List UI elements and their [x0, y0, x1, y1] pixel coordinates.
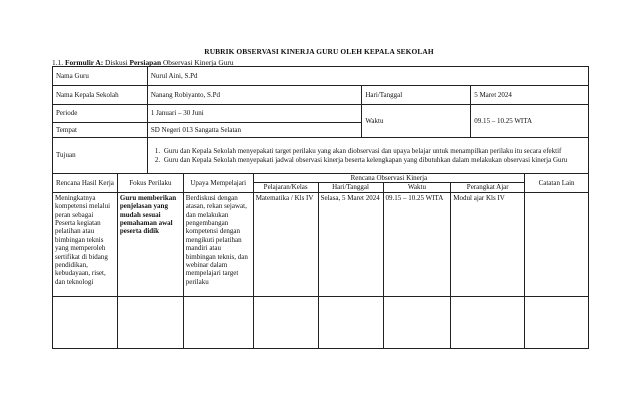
subtitle-mid: Diskusi [103, 58, 130, 67]
tujuan-item: 2. Guru dan Kepala Sekolah menyepakati jadwal observasi kinerja beserta kelengkapan yang dibutuhkan dalam melakukan observasi kinerja Guru [162, 156, 585, 164]
hari-tanggal-value: 5 Maret 2024 [471, 86, 589, 105]
header-waktu: Waktu [383, 183, 451, 192]
header-perangkat-ajar: Perangkat Ajar [451, 183, 525, 192]
header-rencana-observasi: Rencana Observasi Kinerja [253, 174, 524, 183]
observation-plan-table [52, 173, 589, 349]
cell-waktu: 09.15 – 10.25 WITA [383, 192, 451, 296]
subtitle-suffix: Observasi Kinerja Guru [161, 58, 234, 67]
header-catatan-lain: Catatan Lain [525, 174, 589, 193]
waktu-label: Waktu [362, 105, 471, 138]
tujuan-list [151, 147, 585, 164]
plan-row-empty [53, 296, 589, 348]
nama-guru-value: Nurul Aini, S.Pd [147, 67, 588, 86]
header-pelajaran-kelas: Pelajaran/Kelas [253, 183, 318, 192]
tujuan-item: 1. Guru dan Kepala Sekolah menyepakati target perilaku yang akan diobservasi dan upaya belajar untuk menampilkan perilaku itu secara efektif [162, 147, 585, 155]
hari-tanggal-label: Hari/Tanggal [362, 86, 471, 105]
kepsek-value: Nanang Robiyanto, S.Pd [147, 86, 362, 105]
info-table [52, 66, 589, 174]
cell-upaya-mempelajari: Berdiskusi dengan atasan, rekan sejawat, dan melakukan pengembangan kompetensi dengan mengikuti pelatihan mandiri atau bimbingan teknis, dan webinar dalam mempelajari target perilaku [183, 192, 253, 296]
tujuan-label: Tujuan [53, 138, 148, 174]
empty-cell [117, 296, 183, 348]
cell-fokus-perilaku: Guru memberikan penjelasan yang mudah sesuai pemahaman awal peserta didik [117, 192, 183, 296]
subtitle-bold-formulir: Formulir A: [64, 58, 104, 67]
waktu-value: 09.15 – 10.25 WITA [471, 105, 589, 138]
plan-row [53, 192, 589, 296]
empty-cell [253, 296, 318, 348]
header-fokus-perilaku: Fokus Perilaku [117, 174, 183, 193]
header-row-1 [53, 174, 589, 183]
subtitle-bold-persiapan: Persiapan [129, 58, 162, 67]
row-tujuan [53, 138, 589, 174]
header-upaya-mempelajari: Upaya Mempelajari [183, 174, 253, 193]
periode-value: 1 Januari – 30 Juni [147, 105, 362, 123]
empty-cell [383, 296, 451, 348]
kepsek-label: Nama Kepala Sekolah [53, 86, 148, 105]
cell-hari-tanggal: Selasa, 5 Maret 2024 [318, 192, 383, 296]
header-rencana-hasil-kerja: Rencana Hasil Kerja [53, 174, 118, 193]
empty-cell [525, 296, 589, 348]
periode-label: Periode [53, 105, 148, 123]
cell-catatan-lain [525, 192, 589, 296]
cell-rencana-hasil: Meningkatnya kompetensi melalui peran sebagai Peserta kegiatan pelatihan atau bimbingan teknis yang memperoleh sertifikat di bidang pendidikan, kebudayaan, riset, dan teknologi [53, 192, 118, 296]
tempat-label: Tempat [53, 123, 148, 138]
cell-pelajaran-kelas: Matematika / Kls IV [253, 192, 318, 296]
empty-cell [451, 296, 525, 348]
row-kepala-sekolah [53, 86, 589, 105]
empty-cell [183, 296, 253, 348]
tempat-value: SD Negeri 013 Sangatta Selatan [147, 123, 362, 138]
empty-cell [318, 296, 383, 348]
row-periode [53, 105, 589, 123]
subtitle-prefix: 1.1. [52, 58, 65, 67]
header-hari-tanggal: Hari/Tanggal [318, 183, 383, 192]
nama-guru-label: Nama Guru [53, 67, 148, 86]
empty-cell [53, 296, 118, 348]
document-title: RUBRIK OBSERVASI KINERJA GURU OLEH KEPALA SEKOLAH [204, 47, 434, 56]
row-nama-guru [53, 67, 589, 86]
tujuan-value [147, 138, 588, 174]
cell-perangkat-ajar: Modul ajar Kls IV [451, 192, 525, 296]
